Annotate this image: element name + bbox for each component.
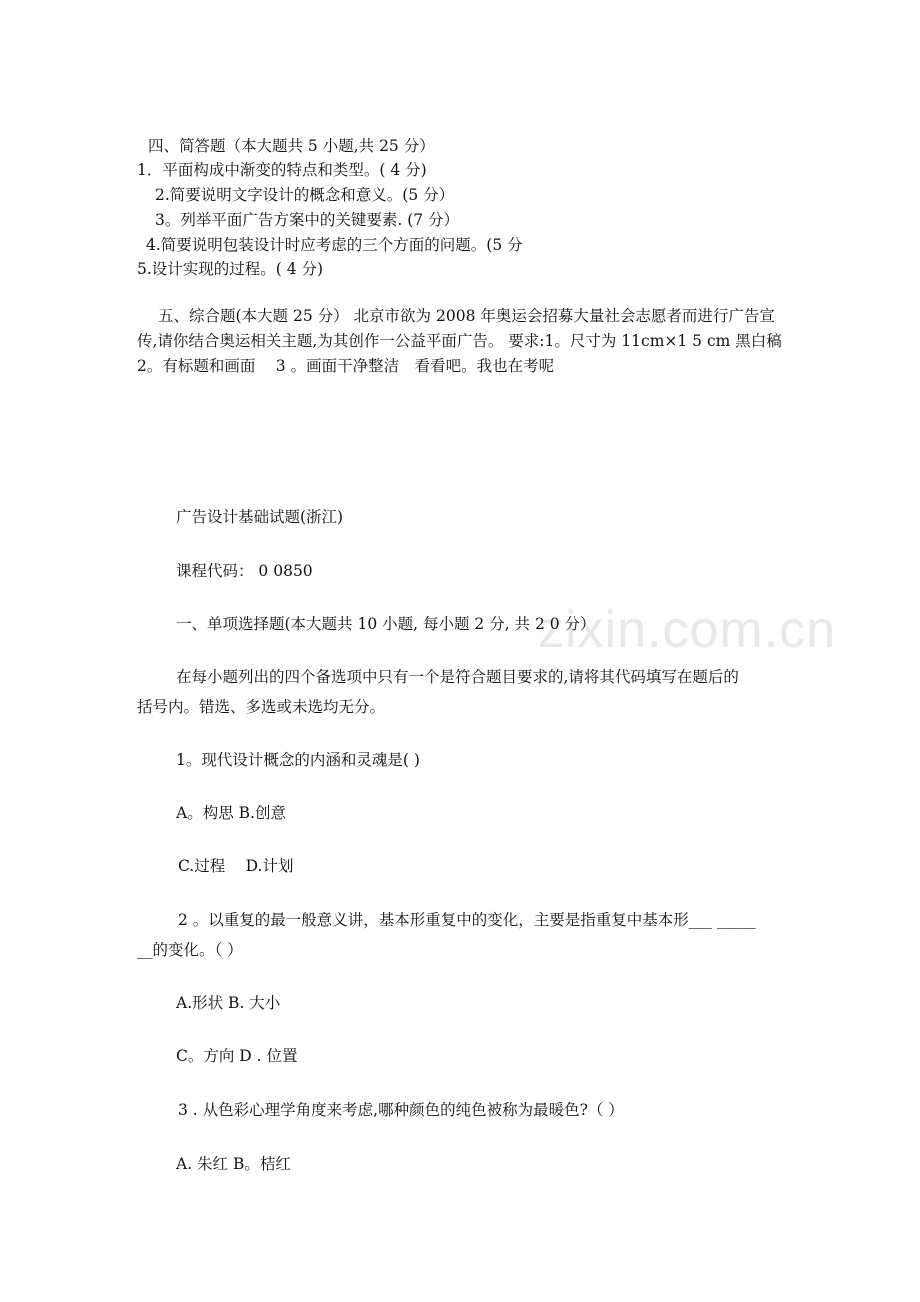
section-four-question-4: 4.简要说明包装设计时应考虑的三个方面的问题。(5 分 (146, 236, 523, 254)
part-one-heading: 一、单项选择题(本大题共 10 小题, 每小题 2 分, 共 2 0 分） (176, 615, 596, 633)
section-four-heading: 四、简答题（本大题共 5 小题,共 25 分） (148, 137, 435, 155)
question-3-options-ab: A. 朱红 B。桔红 (176, 1155, 291, 1173)
question-1-options-cd: C.过程 D.计划 (178, 857, 294, 875)
question-1-text: 1。现代设计概念的内涵和灵魂是( ) (176, 751, 420, 769)
section-four-question-5: 5.设计实现的过程。( 4 分) (137, 260, 324, 278)
section-four-question-3: 3。列举平面广告方案中的关键要素. (7 分） (155, 211, 460, 229)
section-four-question-2: 2.简要说明文字设计的概念和意义。(5 分） (155, 186, 455, 204)
instruction-line-2: 括号内。错选、多选或未选均无分。 (137, 698, 386, 716)
watermark: zixin.com.cn (538, 601, 837, 659)
question-2-text-line-2: __的变化。（ ） (137, 941, 243, 959)
question-3-text: 3 . 从色彩心理学角度来考虑,哪种颜色的纯色被称为最暖色?（ ） (178, 1101, 624, 1119)
exam-title: 广告设计基础试题(浙江) (176, 508, 344, 526)
section-five-line-1: 五、综合题(本大题 25 分） 北京市欲为 2008 年奥运会招募大量社会志愿者而进行广告宣 (158, 307, 775, 325)
question-2-options-cd: C。方向 D . 位置 (176, 1047, 298, 1065)
section-four-question-1: 1．平面构成中渐变的特点和类型。( 4 分) (137, 161, 427, 179)
question-2-options-ab: A.形状 B. 大小 (176, 994, 281, 1012)
question-1-options-ab: A。构思 B.创意 (176, 804, 286, 822)
section-five-line-2: 传,请你结合奥运相关主题,为其创作一公益平面广告。 要求:1。尺寸为 11cm×1 5 cm 黑白稿 (137, 332, 782, 350)
question-2-text-line-1: 2 。以重复的最一般意义讲，基本形重复中的变化，主要是指重复中基本形___ _____ (178, 911, 756, 929)
instruction-line-1: 在每小题列出的四个备选项中只有一个是符合题目要求的,请将其代码填写在题后的 (176, 668, 739, 686)
course-code: 课程代码： 0 0850 (176, 562, 313, 580)
section-five-line-3: 2。有标题和画面 3 。画面干净整洁 看看吧。我也在考呢 (137, 357, 555, 375)
